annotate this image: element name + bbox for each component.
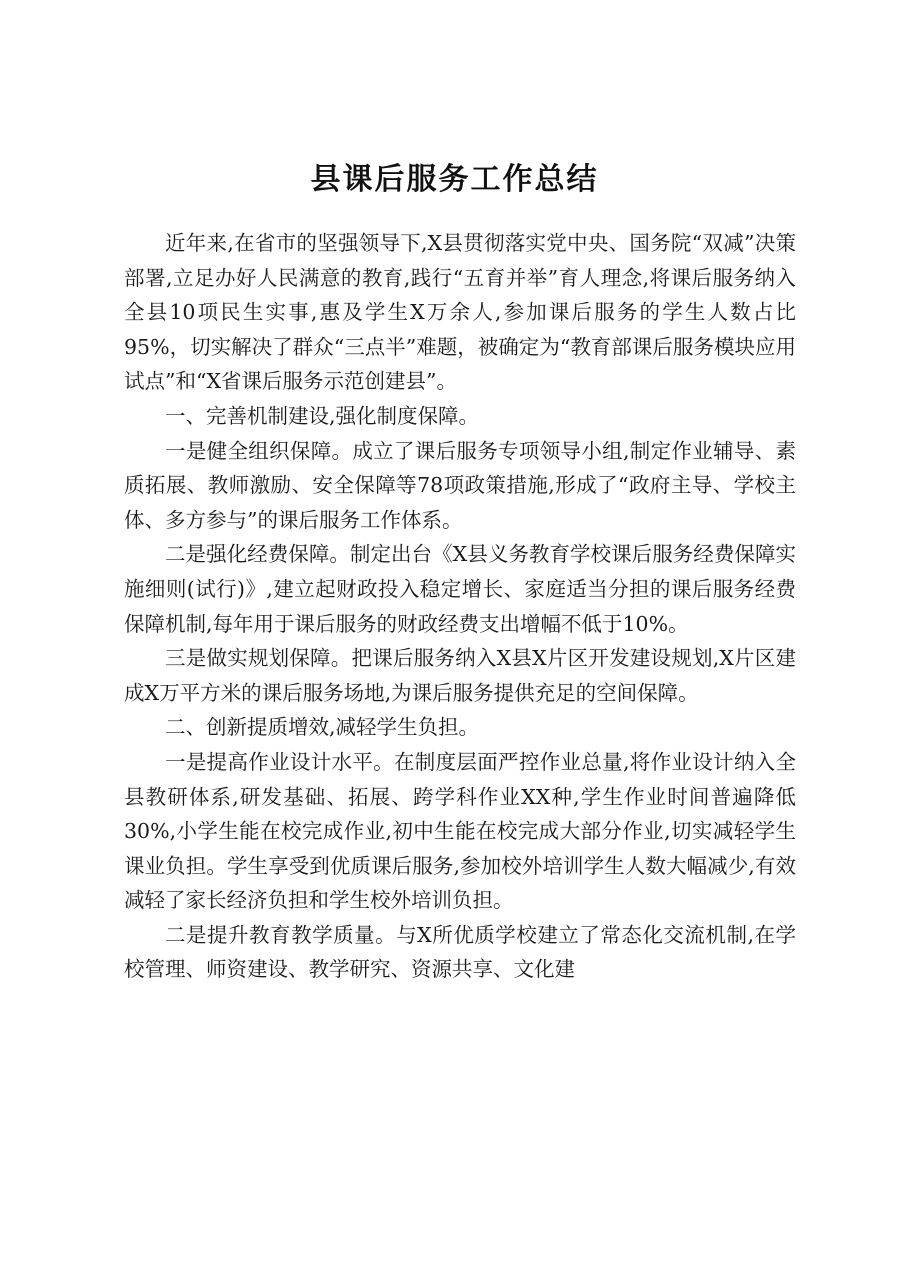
paragraph-organization: 一是健全组织保障。成立了课后服务专项领导小组,制定作业辅导、素质拓展、教师激励、安全保障等78项政策措施,形成了“政府主导、学校主体、多方参与”的课后服务工作体系。	[124, 438, 796, 532]
section-heading-1: 一、完善机制建设,强化制度保障。	[165, 403, 480, 428]
paragraph-homework: 一是提高作业设计水平。在制度层面严控作业总量,将作业设计纳入全县教研体系,研发基础、拓展、跨学科作业XX种,学生作业时间普遍降低30%,小学生能在校完成作业,初中生能在校完成大部分作业,切实减轻学生课业负担。学生享受到优质课后服务,参加校外培训学生人数大幅减少,有效减轻了家长经济负担和学生校外培训负担。	[124, 749, 796, 913]
section-heading-2: 二、创新提质增效,减轻学生负担。	[165, 715, 480, 740]
paragraph-intro: 近年来,在省市的坚强领导下,X县贯彻落实党中央、国务院“双减”决策部署,立足办好人民满意的教育,践行“五育并举”育人理念,将课后服务纳入全县10项民生实事,惠及学生X万余人,参加课后服务的学生人数占比95%，切实解决了群众“三点半”难题，被确定为“教育部课后服务模块应用试点”和“X省课后服务示范创建县”。	[124, 231, 796, 394]
document-body	[124, 226, 796, 987]
paragraph-funding: 二是强化经费保障。制定出台《X县义务教育学校课后服务经费保障实施细则(试行)》,建立起财政投入稳定增长、家庭适当分担的课后服务经费保障机制,每年用于课后服务的财政经费支出增幅不低于10%。	[124, 542, 796, 636]
paragraph-quality: 二是提升教育教学质量。与X所优质学校建立了常态化交流机制,在学校管理、师资建设、教学研究、资源共享、文化建	[124, 922, 796, 982]
document-title: 县课后服务工作总结	[310, 162, 599, 197]
paragraph-planning: 三是做实规划保障。把课后服务纳入X县X片区开发建设规划,X片区建成X万平方米的课后服务场地,为课后服务提供充足的空间保障。	[124, 646, 796, 705]
